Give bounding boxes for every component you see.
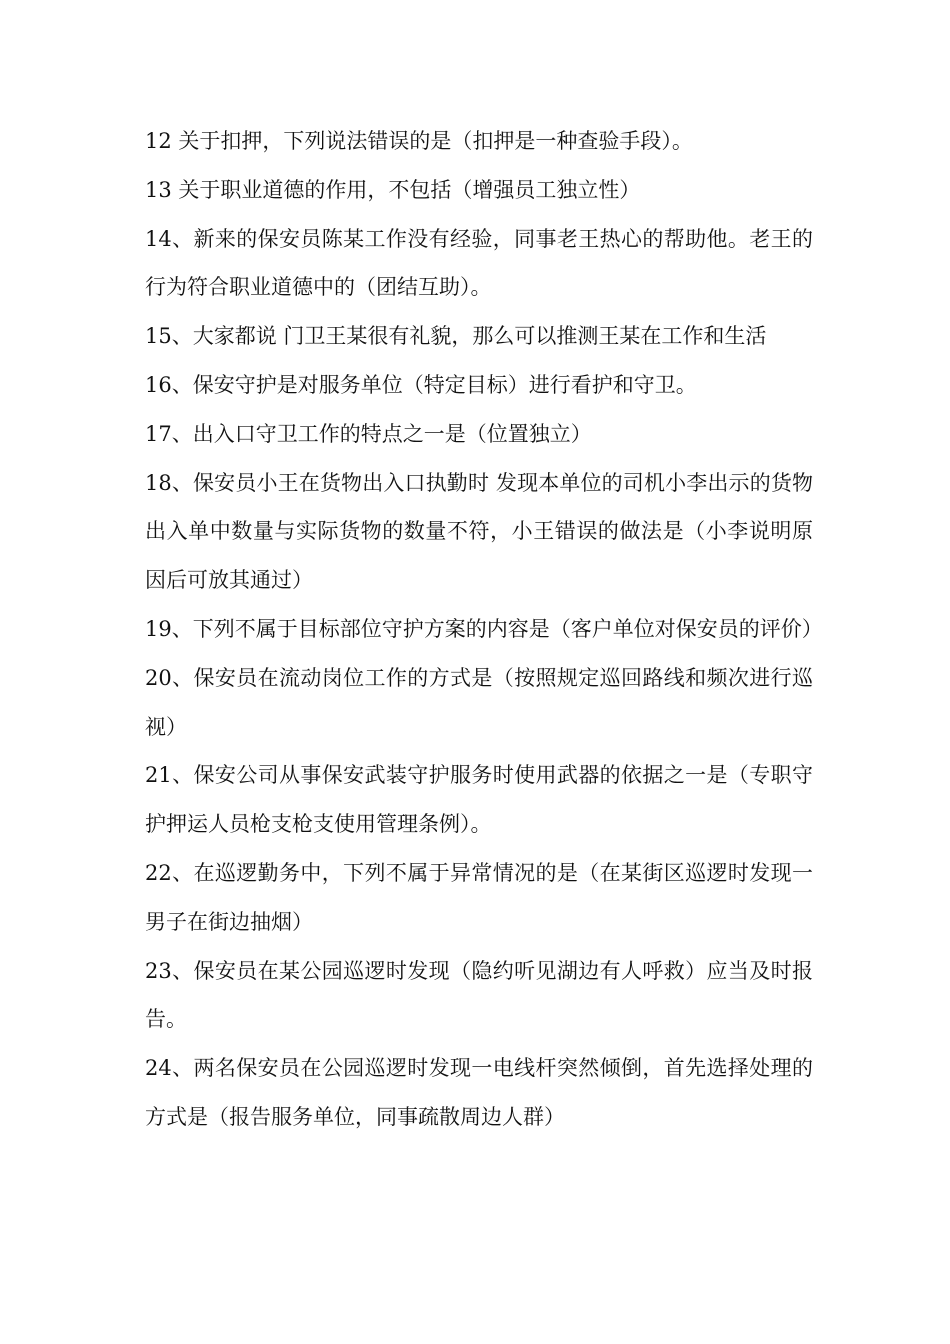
question-15: 15、大家都说 门卫王某很有礼貌，那么可以推测王某在工作和生活 — [145, 324, 767, 349]
question-12: 12 关于扣押，下列说法错误的是（扣押是一种查验手段）。 — [145, 129, 693, 153]
question-18: 18、保安员小王在货物出入口执勤时 发现本单位的司机小李出示的货物出入单中数量与实际货物的数量不符，小王错误的做法是（小李说明原因后可放其通过） — [145, 470, 813, 593]
question-14: 14、新来的保安员陈某工作没有经验，同事老王热心的帮助他。老王的行为符合职业道德中的（团结互助）。 — [145, 226, 813, 300]
question-22: 22、在巡逻勤务中，下列不属于异常情况的是（在某街区巡逻时发现一男子在街边抽烟） — [145, 860, 813, 934]
question-21: 21、保安公司从事保安武装守护服务时使用武器的依据之一是（专职守护押运人员枪支枪支使用管理条例）。 — [145, 763, 813, 837]
question-19: 19、下列不属于目标部位守护方案的内容是（客户单位对保安员的评价） — [145, 616, 823, 641]
question-16: 16、保安守护是对服务单位（特定目标）进行看护和守卫。 — [145, 372, 697, 397]
question-20: 20、保安员在流动岗位工作的方式是（按照规定巡回路线和频次进行巡视） — [145, 665, 813, 739]
question-17: 17、出入口守卫工作的特点之一是（位置独立） — [145, 421, 592, 446]
question-13: 13 关于职业道德的作用，不包括（增强员工独立性） — [145, 177, 641, 202]
document-body — [145, 117, 823, 1142]
question-24: 24、两名保安员在公园巡逻时发现一电线杆突然倾倒，首先选择处理的方式是（报告服务单位，同事疏散周边人群） — [145, 1056, 813, 1129]
question-23: 23、保安员在某公园巡逻时发现（隐约听见湖边有人呼救）应当及时报告。 — [145, 958, 813, 1032]
